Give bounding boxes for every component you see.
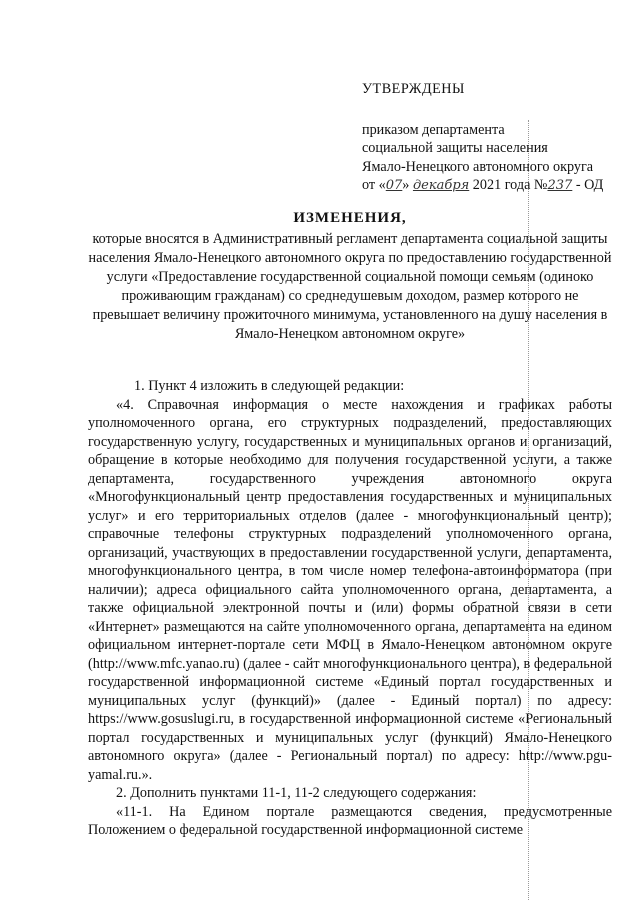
date-year: 2021 года №: [472, 177, 548, 193]
document-title: ИЗМЕНЕНИЯ,: [293, 210, 407, 226]
paragraph-1: 1. Пункт 4 изложить в следующей редакции:: [134, 378, 405, 394]
approval-line-3: Ямало-Ненецкого автономного округа: [362, 158, 594, 175]
date-day: 07: [385, 178, 403, 193]
paragraph-2: «4. Справочная информация о месте нахождения и графиках работы уполномоченного органа, его структурных подразделений, предоставляющих государственную услугу, государственных и муниципальных органов и организаций, обращение в которые необходимо для получения государственной услуги, а также департамента, государственного учреждения автономного округа «Многофункциональный центр предоставления государственных и муниципальных услуг» и его территориальных отделов (далее - многофункциональный центр); справочные телефоны структурных подразделений уполномоченного органа, организаций, участвующих в предоставлении государственной услуги, департамента, многофункционального центра, в том числе номер телефона-автоинформатора (при наличии); адреса официального сайта уполномоченного органа, департамента, а также официальной электронной почты и (или) формы обратной связи в сети «Интернет» размещаются на сайте уполномоченного органа, департамента на едином официальном интернет-портале сети МФЦ в Ямало-Ненецком автономном округе (http://www.mfc.yanao.ru) (далее - сайт многофункционального центра), в федеральной государственной информационной системе «Единый портал государственных и муниципальных услуг (функций)» (далее - Единый портал) по адресу: https://www.gosuslugi.ru, в государственной информационной системе «Региональный портал государственных и муниципальных услуг (функций) Ямало-Ненецкого автономного округа» (далее - Региональный портал) по адресу: http://www.pgu-yamal.ru.».: [88, 396, 612, 783]
order-number: 237: [547, 178, 573, 193]
paragraph-4: «11-1. На Едином портале размещаются сведения, предусмотренные Положением о федеральной государственной информационной системе: [88, 803, 612, 838]
document-body: [88, 377, 612, 840]
paragraph-3: 2. Дополнить пунктами 11-1, 11-2 следующего содержания:: [116, 785, 477, 801]
date-prefix: от «: [362, 177, 386, 193]
approval-line-2: социальной защиты населения: [362, 140, 548, 156]
document-subtitle: которые вносятся в Административный регламент департамента социальной защиты населения Ямало-Ненецкого автономного округа по предоставлению государственной услуги «Предоставление государственной социальной помощи семьям (одиноко проживающим гражданам) со среднедушевым доходом, размер которого не превышает величину прожиточного минимума, установленного на душу населения в Ямало-Ненецком автономном округе»: [88, 231, 612, 342]
approval-heading: УТВЕРЖДЕНЫ: [362, 81, 465, 97]
approval-date-line: [362, 176, 632, 196]
date-mid: »: [402, 177, 410, 193]
approval-line-1: приказом департамента: [362, 121, 505, 138]
approval-block: [362, 80, 632, 196]
number-suffix: - ОД: [575, 177, 604, 193]
date-month: декабря: [412, 178, 470, 193]
